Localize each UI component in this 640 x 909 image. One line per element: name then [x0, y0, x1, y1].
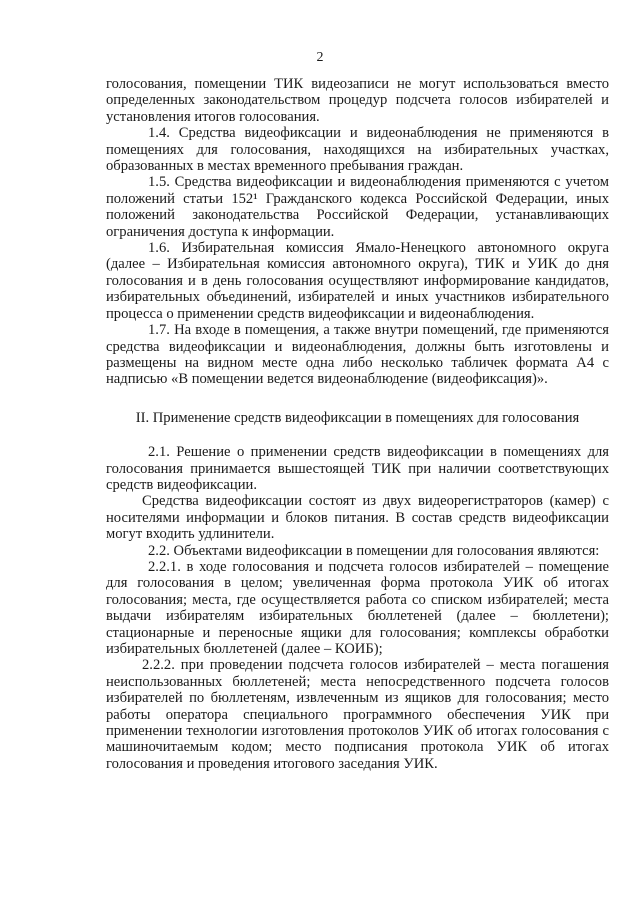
paragraph-1-6: 1.6. Избирательная комиссия Ямало-Ненецкого автономного округа (далее – Избирательная комиссия автономного округа), ТИК и УИК до дня голосования и в день голосования осуществляют информирование кандидатов, избирательных объединений, избирателей и иных участников избирательного процесса о применении средств видеофиксации и видеонаблюдения.: [106, 240, 609, 322]
page-number: 2: [316, 50, 324, 65]
paragraph-2-1: 2.1. Решение о применении средств видеофиксации в помещениях для голосования принимается вышестоящей ТИК при наличии соответствующих средств видеофиксации.: [106, 444, 609, 493]
paragraph-1-4: 1.4. Средства видеофиксации и видеонаблюдения не применяются в помещениях для голосования, находящихся на избирательных участках, образованных в местах временного пребывания граждан.: [106, 125, 609, 175]
document-body: [106, 76, 609, 772]
paragraph-2-2-1: 2.2.1. в ходе голосования и подсчета голосов избирателей – помещение для голосования в целом; увеличенная форма протокола УИК об итогах голосования; места, где осуществляется работа со списком избирателей; места выдачи избирателям избирательных бюллетеней (далее – бюллетени); стационарные и переносные ящики для голосования; комплексы обработки избирательных бюллетеней (далее – КОИБ);: [106, 558, 609, 657]
paragraph-1-5: 1.5. Средства видеофиксации и видеонаблюдения применяются с учетом положений статьи 152¹ Гражданского кодекса Российской Федерации, иных положений законодательства Российской Федерации, устанавливающих ограничения доступа к информации.: [106, 174, 609, 240]
paragraph-2-2: 2.2. Объектами видеофиксации в помещении для голосования являются:: [148, 542, 600, 559]
paragraph-1-7: 1.7. На входе в помещения, а также внутри помещений, где применяются средства видеофиксации и видеонаблюдения, должны быть изготовлены и размещены на видном месте одна либо несколько табличек формата А4 с надписью «В помещении ведется видеонаблюдение (видеофиксация)».: [106, 322, 609, 388]
paragraph-continuation: голосования, помещении ТИК видеозаписи не могут использоваться вместо определенных законодательством процедур подсчета голосов избирателей и установления итогов голосования.: [106, 76, 609, 125]
paragraph-2-2-2: 2.2.2. при проведении подсчета голосов избирателей – места погашения неиспользованных бюллетеней; места непосредственного подсчета голосов избирателей по бюллетеням, извлеченным из ящиков для голосования; место работы оператора специального программного обеспечения УИК при применении технологии изготовления протоколов УИК об итогах голосования с машиночитаемым кодом; место подписания протокола УИК об итогах голосования и проведения итогового заседания УИК.: [106, 657, 609, 772]
section-title: II. Применение средств видеофиксации в помещениях для голосования: [135, 409, 580, 426]
paragraph-video-equipment: Средства видеофиксации состоят из двух видеорегистраторов (камер) с носителями информации и блоков питания. В состав средств видеофиксации могут входить удлинители.: [106, 493, 609, 543]
